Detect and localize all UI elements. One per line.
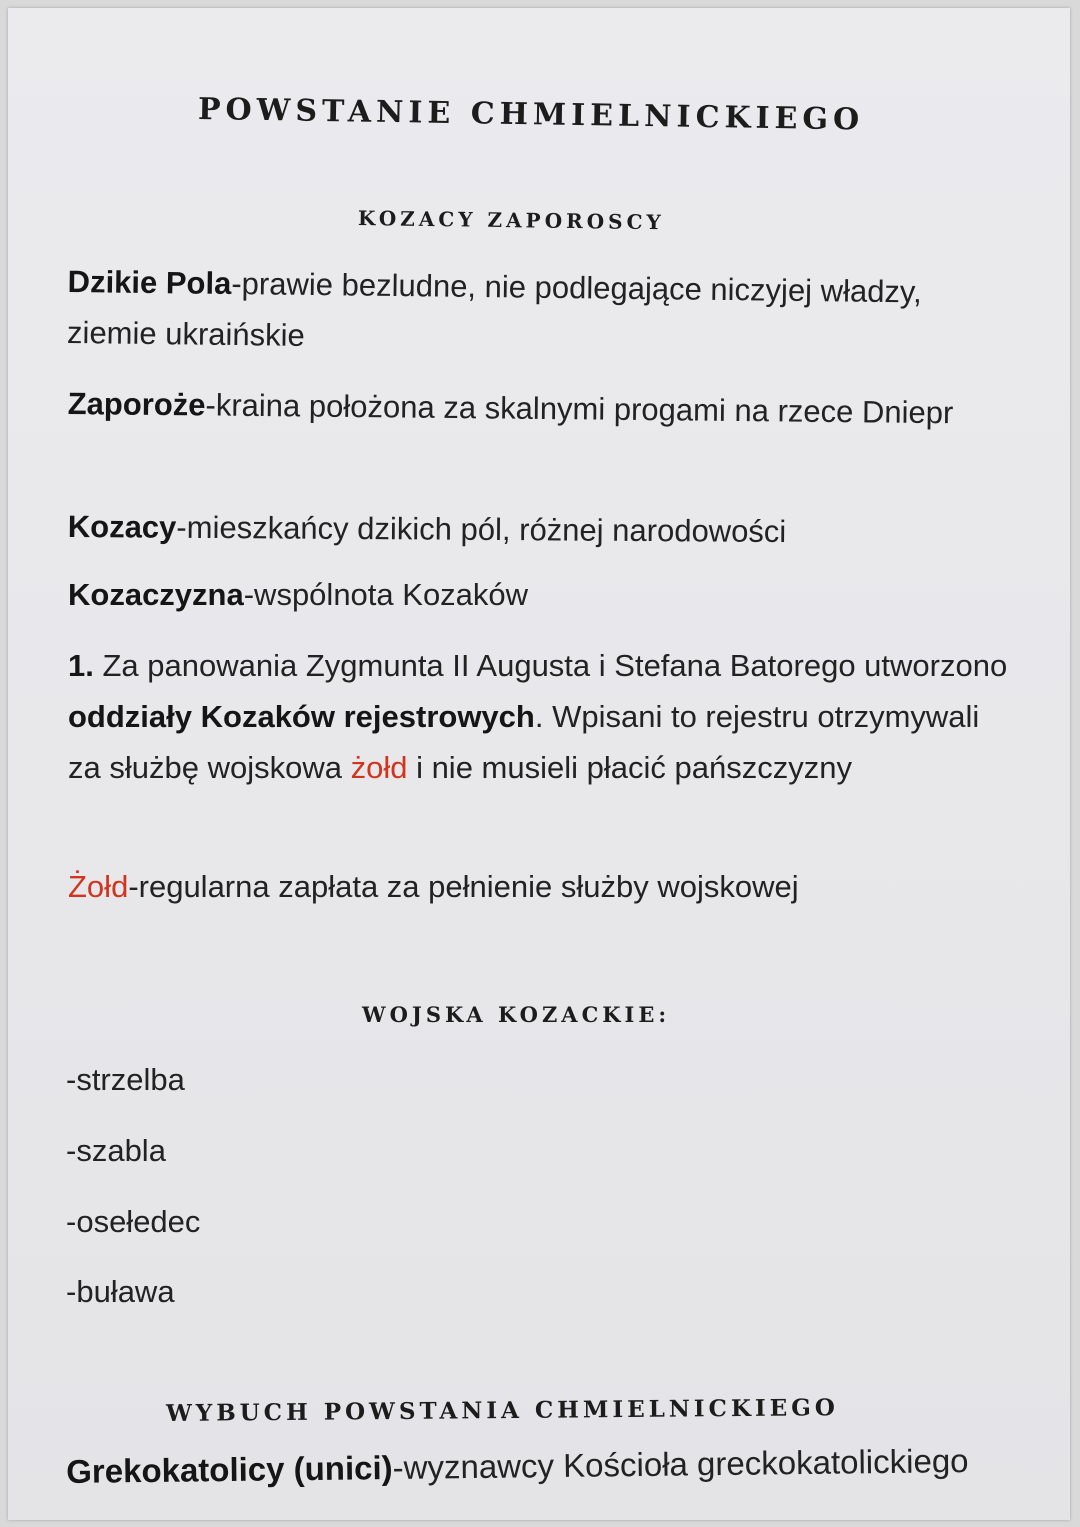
section-heading-wybuch: WYBUCH POWSTANIA CHMIELNICKIEGO [165, 1394, 839, 1427]
list-item: -osełedec [66, 1204, 201, 1239]
definition-kozaczyzna [68, 569, 1008, 620]
term: Kozacy [67, 508, 177, 545]
term: Dzikie Pola [67, 263, 232, 301]
definition-grekokatolicy [66, 1442, 969, 1491]
definition-kozacy [68, 501, 1008, 559]
definition-text: -mieszkańcy dzikich pól, różnej narodowości [176, 509, 787, 550]
point-text: Za panowania Zygmunta II Augusta i Stefana Batorego utworzono [93, 648, 1008, 683]
definition-text: -kraina położona za skalnymi progami na rzece Dniepr [205, 387, 954, 431]
definition-text: -regularna zapłata za pełnienie służby wojskowej [128, 869, 799, 904]
list-item: -szabla [66, 1133, 166, 1168]
point-bold-term: oddziały Kozaków rejestrowych [68, 699, 535, 734]
point-number: 1. [68, 648, 94, 683]
document-page [8, 8, 1070, 1520]
term: Kozaczyzna [68, 577, 244, 612]
definition-zold [68, 861, 1008, 912]
numbered-point-1 [68, 640, 1008, 793]
list-item: -buława [66, 1274, 175, 1309]
section-heading-wojska: WOJSKA KOZACKIE: [362, 1002, 671, 1027]
term: Grekokatolicy (unici) [66, 1449, 393, 1490]
definition-dzikie-pola [67, 256, 1008, 369]
definition-text: -prawie bezludne, nie podlegające niczyjej władzy, ziemie ukraińskie [66, 265, 922, 353]
definition-text: -wyznawcy Kościoła greckokatolickiego [392, 1441, 969, 1487]
definition-text: -wspólnota Kozaków [243, 577, 529, 612]
definition-zaporoze [67, 378, 1007, 439]
list-item: -strzelba [66, 1062, 185, 1097]
point-red-term: żołd [350, 750, 408, 785]
term: Zaporoże [67, 385, 206, 423]
section-heading-kozacy: KOZACY ZAPOROSCY [357, 206, 665, 235]
term: Żołd [68, 869, 129, 904]
document-title: POWSTANIE CHMIELNICKIEGO [197, 92, 865, 138]
point-text: . Wpisani to rejestru otrzymywali za służbę wojskowa [68, 699, 980, 785]
point-text: i nie musieli płacić pańszczyzny [407, 750, 852, 785]
